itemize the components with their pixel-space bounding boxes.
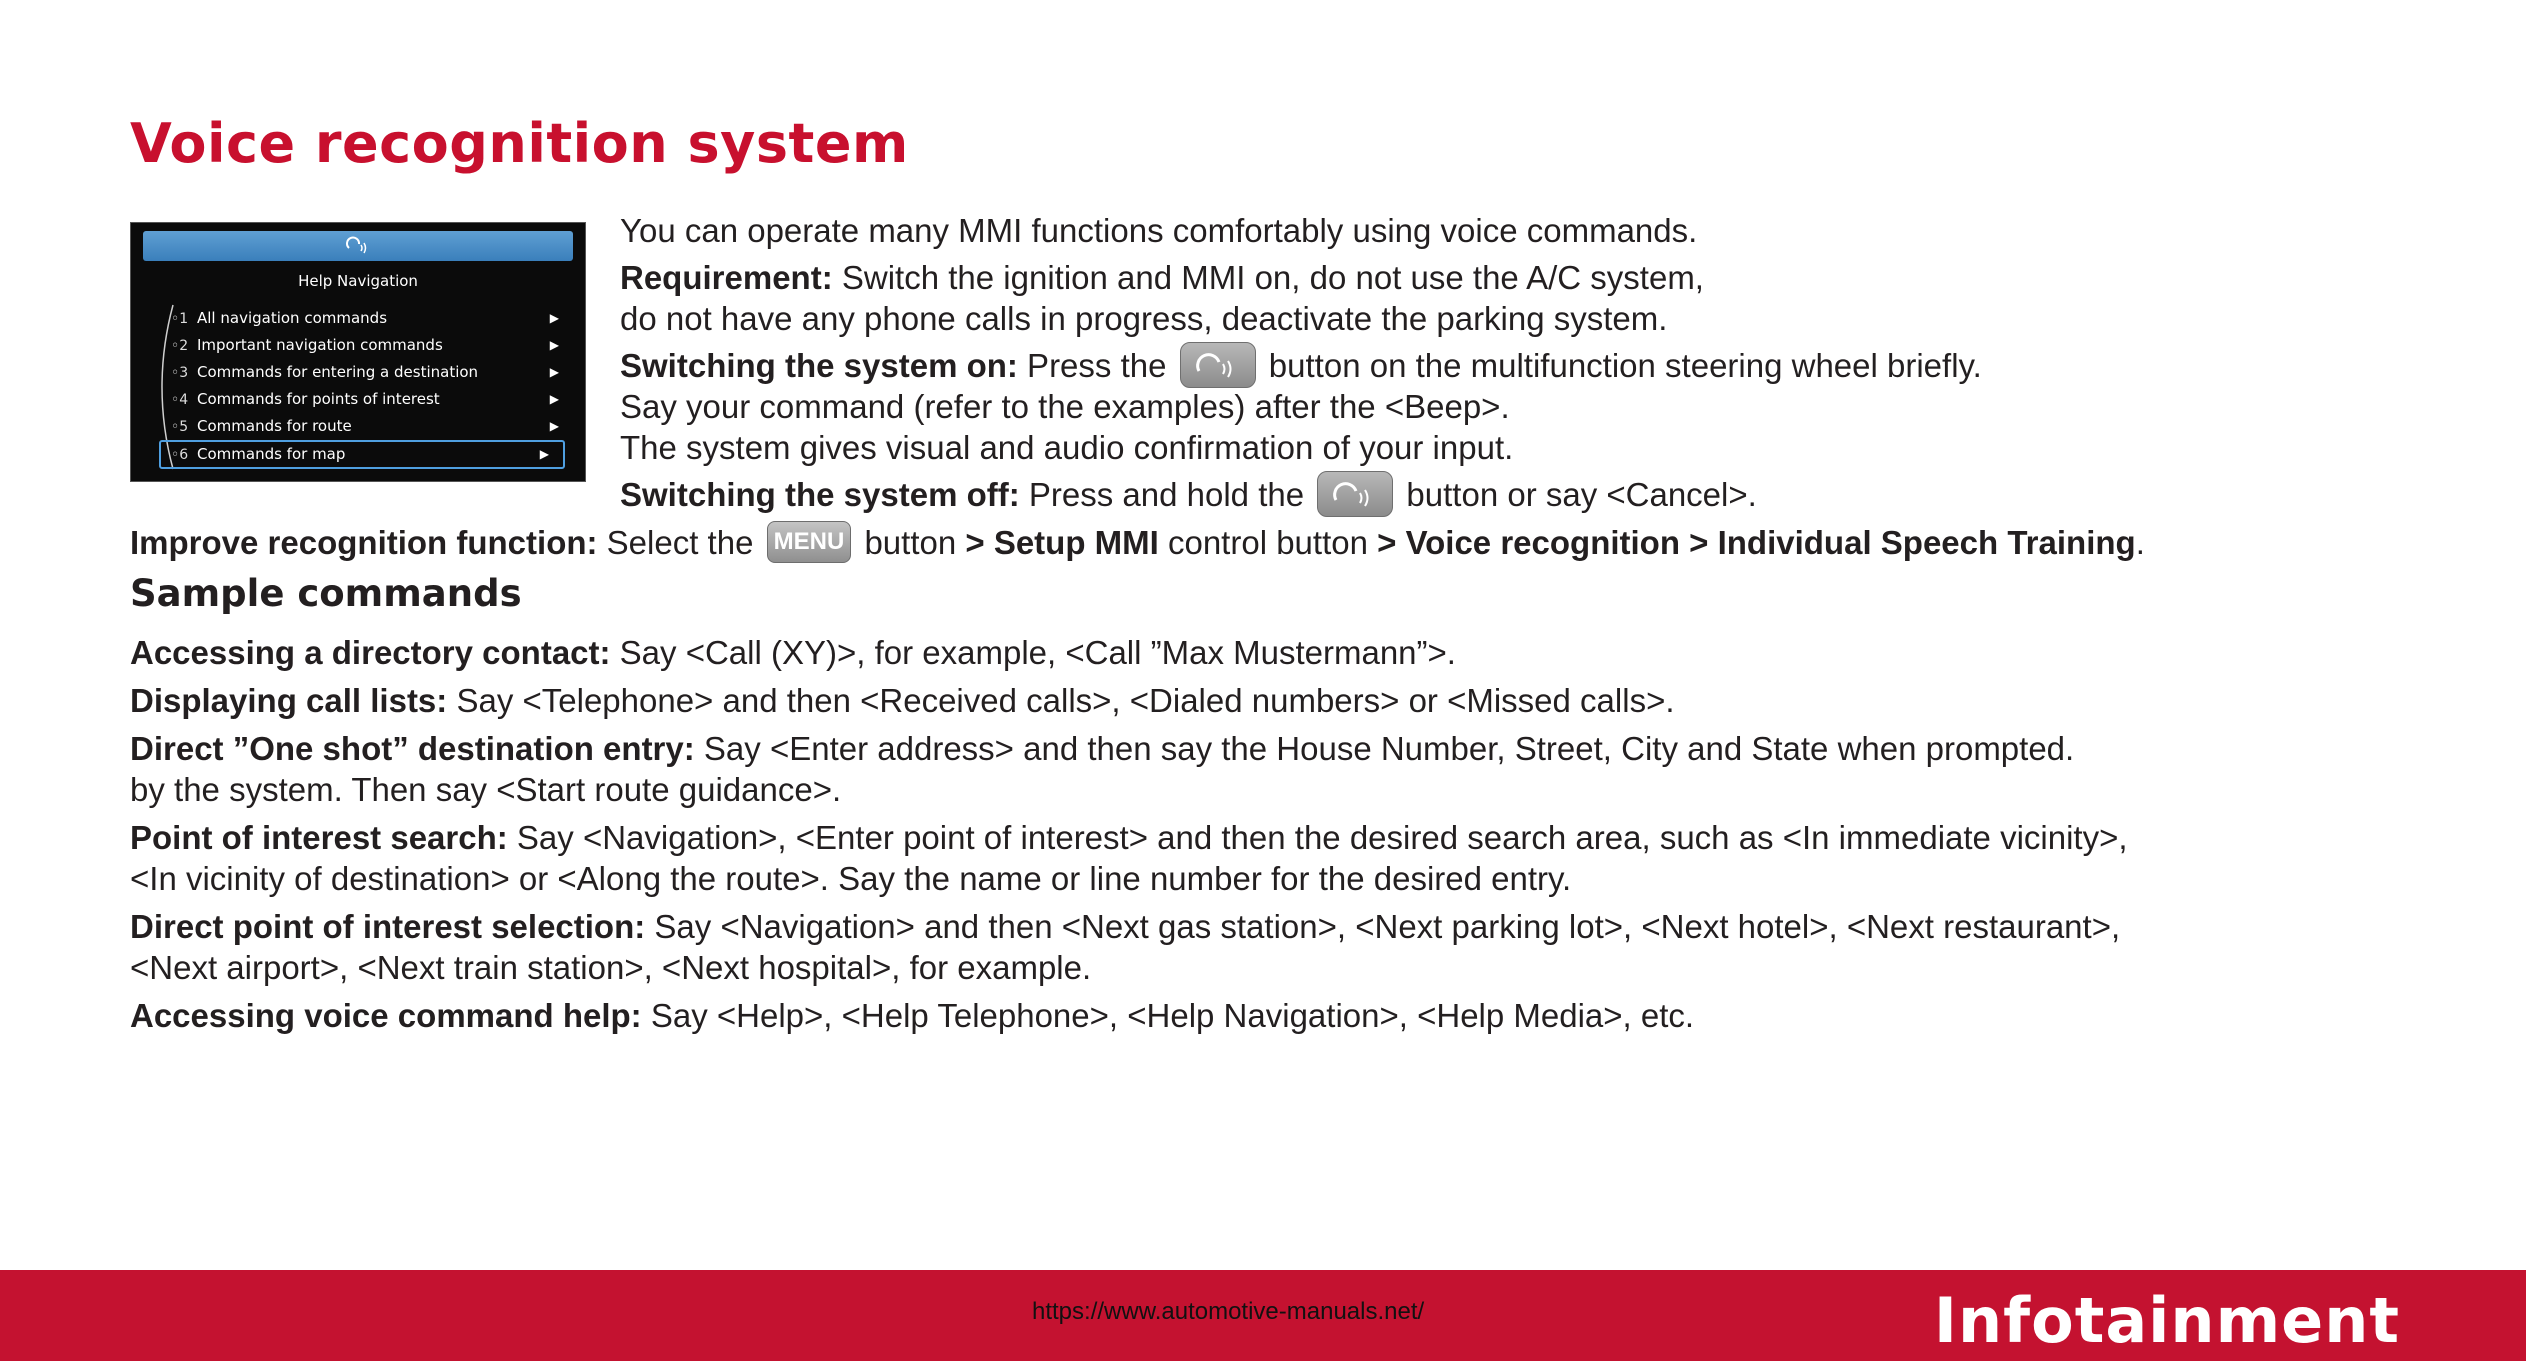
- confirmation-line: The system gives visual and audio confirmation of your input.: [620, 429, 1514, 466]
- switch-on-line: Switching the system on: Press the button on the multifunction steering wheel briefly.: [620, 345, 2486, 391]
- screen-header: [143, 231, 573, 261]
- requirement-line-2: do not have any phone calls in progress, deactivate the parking system.: [620, 300, 1668, 337]
- item-number: ◦1: [171, 311, 189, 327]
- sample-voice-help: Accessing voice command help: Say <Help>, <Help Telephone>, <Help Navigation>, <Help Media>, etc.: [130, 997, 1695, 1034]
- item-number: ◦5: [171, 419, 189, 435]
- mmi-screen-image: [130, 222, 586, 482]
- switch-off-label: Switching the system off:: [620, 476, 1020, 513]
- sample-poi-search: Point of interest search: Say <Navigation>, <Enter point of interest> and then the desired search area, such as <In immediate vicinity>,: [130, 819, 2128, 856]
- voice-button-icon: [1317, 471, 1393, 517]
- improve-label: Improve recognition function:: [130, 524, 598, 561]
- voice-recognition-icon: [346, 236, 370, 256]
- say-command-line: Say your command (refer to the examples) after the <Beep>.: [620, 388, 1510, 425]
- footer-url[interactable]: https://www.automotive-manuals.net/: [1032, 1298, 1425, 1325]
- switch-on-label: Switching the system on:: [620, 347, 1018, 384]
- chevron-right-icon: ▶: [549, 338, 559, 352]
- requirement-line: Requirement: Switch the ignition and MMI on, do not use the A/C system,: [620, 259, 1704, 296]
- sample-call-lists: Displaying call lists: Say <Telephone> and then <Received calls>, <Dialed numbers> or <Missed calls>.: [130, 682, 1675, 719]
- voice-button-icon: [1180, 342, 1256, 388]
- item-label: Commands for entering a destination: [197, 363, 479, 381]
- section-name: Infotainment: [1933, 1284, 2400, 1357]
- chevron-right-icon: ▶: [549, 311, 559, 325]
- item-number: ◦6: [171, 447, 189, 463]
- menu-button-icon: MENU: [767, 521, 852, 563]
- item-label: Commands for points of interest: [197, 390, 440, 408]
- page-title: Voice recognition system: [130, 112, 909, 175]
- help-menu-item[interactable]: [171, 413, 573, 440]
- item-number: ◦2: [171, 338, 189, 354]
- item-number: ◦4: [171, 392, 189, 408]
- sample-poi-selection-2: <Next airport>, <Next train station>, <Next hospital>, for example.: [130, 949, 1092, 986]
- help-menu-item[interactable]: [171, 305, 573, 332]
- item-number: ◦3: [171, 365, 189, 381]
- requirement-label: Requirement:: [620, 259, 833, 296]
- chevron-right-icon: ▶: [549, 419, 559, 433]
- sample-poi-selection: Direct point of interest selection: Say <Navigation> and then <Next gas station>, <Next parking lot>, <Next hotel>, <Next restaurant>,: [130, 908, 2121, 945]
- section-heading: Sample commands: [130, 572, 522, 615]
- footer-bar: [0, 1270, 2526, 1361]
- sample-one-shot-destination: Direct ”One shot” destination entry: Say <Enter address> and then say the House Number, Street, City and State when prompted.: [130, 730, 2075, 767]
- item-label: Commands for map: [197, 445, 346, 463]
- sample-one-shot-destination-2: by the system. Then say <Start route guidance>.: [130, 771, 842, 808]
- help-menu-item[interactable]: [171, 386, 573, 413]
- help-menu-list: [171, 305, 573, 469]
- help-menu-item-selected[interactable]: [159, 440, 565, 469]
- chevron-right-icon: ▶: [539, 447, 549, 461]
- switch-off-line: Switching the system off: Press and hold the button or say <Cancel>.: [620, 474, 2486, 520]
- sample-directory-contact: Accessing a directory contact: Say <Call (XY)>, for example, <Call ”Max Mustermann”>.: [130, 634, 1456, 671]
- chevron-right-icon: ▶: [549, 365, 559, 379]
- intro-line: You can operate many MMI functions comfortably using voice commands.: [620, 212, 1698, 249]
- improve-recognition-line: Improve recognition function: Select the MENU button > Setup MMI control button > Voice recognition > Individual Speech Training.: [130, 522, 2486, 566]
- help-menu-item[interactable]: [171, 359, 573, 386]
- item-label: All navigation commands: [197, 309, 388, 327]
- sample-poi-search-2: <In vicinity of destination> or <Along the route>. Say the name or line number for the desired entry.: [130, 860, 1572, 897]
- item-label: Commands for route: [197, 417, 352, 435]
- help-menu-item[interactable]: [171, 332, 573, 359]
- screen-title: Help Navigation: [298, 272, 418, 290]
- chevron-right-icon: ▶: [549, 392, 559, 406]
- item-label: Important navigation commands: [197, 336, 443, 354]
